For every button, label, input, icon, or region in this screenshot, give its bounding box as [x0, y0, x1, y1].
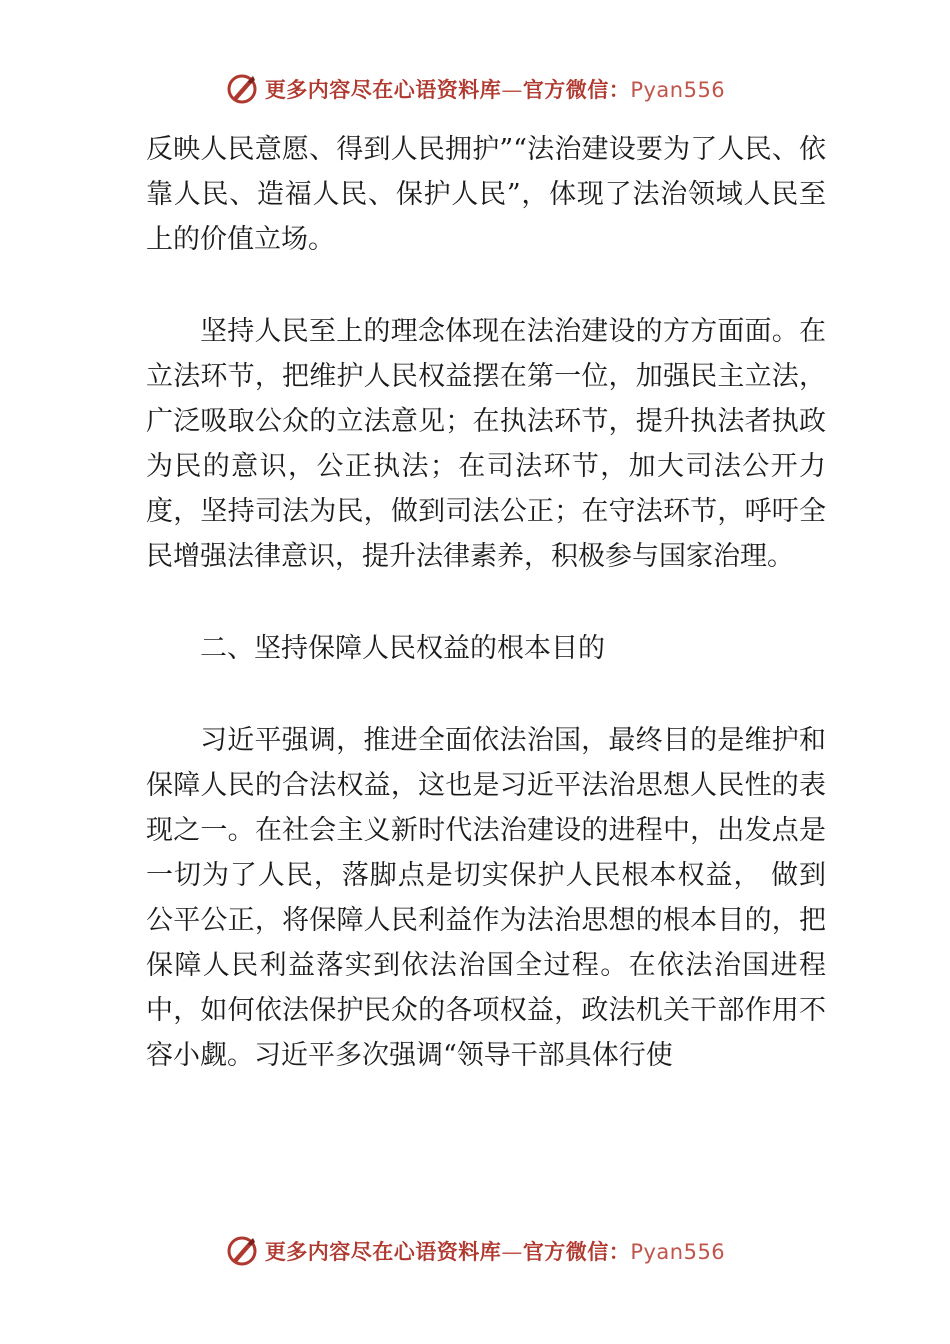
footer-wechat-label: 官方微信：: [522, 1240, 631, 1264]
header-banner: [0, 72, 950, 106]
footer-site: 更多内容尽在心语资料库: [264, 1240, 502, 1264]
header-dash: —: [501, 78, 523, 102]
paragraph-3: 习近平强调，推进全面依法治国，最终目的是维护和保障人民的合法权益，这也是习近平法治思想人民性的表现之一。在社会主义新时代法治建设的进程中，出发点是一切为了人民，落脚点是切实保护人民根本权益， 做到公平公正，将保障人民利益作为法治思想的根本目的，把保障人民利益落实到依法治国全过程。在依法治国进程中，如何依法保护民众的各项权益，政法机关干部作用不容小觑。习近平多次强调“领导干部具体行使: [146, 725, 826, 1071]
footer-text: [265, 1236, 725, 1266]
section-heading: 二、坚持保障人民权益的根本目的: [200, 633, 605, 664]
header-text: [265, 74, 725, 104]
paragraph-2: 坚持人民至上的理念体现在法治建设的方方面面。在立法环节，把维护人民权益摆在第一位，加强民主立法，广泛吸取公众的立法意见；在执法环节，提升执法者执政为民的意识，公正执法；在司法环节，加大司法公开力度，坚持司法为民，做到司法公正；在守法环节，呼吁全民增强法律意识，提升法律素养，积极参与国家治理。: [146, 316, 826, 572]
footer-banner: [0, 1234, 950, 1268]
footer-wechat-id: Pyan556: [630, 1240, 726, 1264]
pen-logo-icon: [225, 72, 259, 106]
header-wechat-label: 官方微信：: [522, 78, 631, 102]
header-wechat-id: Pyan556: [630, 78, 726, 102]
header-site: 更多内容尽在心语资料库: [264, 78, 502, 102]
document-body: [146, 127, 826, 1078]
pen-logo-icon: [225, 1234, 259, 1268]
paragraph-1: 反映人民意愿、得到人民拥护”“法治建设要为了人民、依靠人民、造福人民、保护人民”，体现了法治领域人民至上的价值立场。: [146, 134, 826, 255]
footer-dash: —: [501, 1240, 523, 1264]
